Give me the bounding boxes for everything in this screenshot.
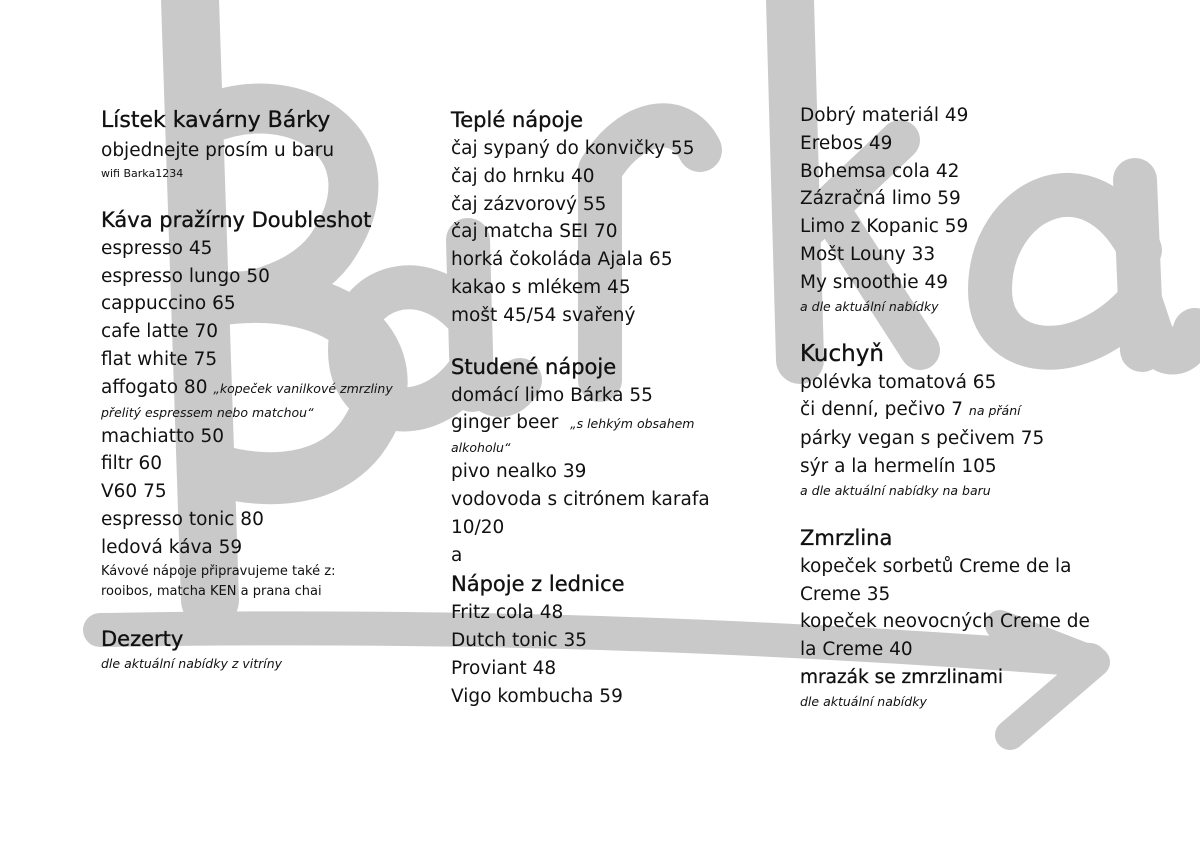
menu-item: 10/20 xyxy=(451,516,505,538)
menu-item: horká čokoláda Ajala 65 xyxy=(451,249,673,271)
ginger-beer-note: „s lehkým obsahem xyxy=(570,416,695,432)
alternative-drinks-note: rooibos, matcha KEN a prana chai xyxy=(101,583,322,599)
section-heading-kitchen: Kuchyň xyxy=(800,340,884,367)
menu-item-freezer: mrazák se zmrzlinami xyxy=(800,666,1004,688)
menu-item: kakao s mlékem 45 xyxy=(451,276,631,298)
menu-item: Erebos 49 xyxy=(800,132,893,154)
menu-item: párky vegan s pečivem 75 xyxy=(800,428,1045,450)
menu-item: Limo z Kopanic 59 xyxy=(800,216,969,238)
menu-item: Dobrý materiál 49 xyxy=(800,105,969,126)
menu-item: čaj do hrnku 40 xyxy=(451,165,595,187)
menu-item: flat white 75 xyxy=(101,348,218,370)
menu-column-coffee xyxy=(101,105,431,674)
section-heading-coffee: Káva pražírny Doubleshot xyxy=(101,207,372,232)
menu-item: čaj sypaný do konvičky 55 xyxy=(451,138,695,159)
daily-soup-note: na přání xyxy=(968,403,1021,419)
menu-item: espresso tonic 80 xyxy=(101,508,264,530)
section-heading-desserts: Dezerty xyxy=(101,626,184,651)
menu-item: la Creme 40 xyxy=(800,639,913,661)
menu-item: Zázračná limo 59 xyxy=(800,188,961,210)
menu-item: polévka tomatová 65 xyxy=(800,371,997,393)
ginger-beer-label: ginger beer xyxy=(451,412,559,434)
kitchen-note: a dle aktuální nabídky na baru xyxy=(800,482,991,498)
menu-item: Proviant 48 xyxy=(451,657,557,679)
menu-item: Bohemsa cola 42 xyxy=(800,160,960,182)
watermark-letter-k xyxy=(790,0,800,360)
menu-item: a xyxy=(451,544,463,566)
menu-item-daily-soup xyxy=(800,396,1130,425)
menu-item: čaj matcha SEI 70 xyxy=(451,221,618,243)
icecream-note: dle aktuální nabídky xyxy=(800,693,927,709)
menu-item: sýr a la hermelín 105 xyxy=(800,455,997,477)
alternative-drinks-note: Kávové nápoje připravujeme také z: xyxy=(101,563,336,579)
desserts-note: dle aktuální nabídky z vitríny xyxy=(101,655,283,671)
order-note: objednejte prosím u baru xyxy=(101,140,335,161)
menu-item: cafe latte 70 xyxy=(101,321,219,343)
menu-item: Vigo kombucha 59 xyxy=(451,685,623,707)
section-heading-icecream: Zmrzlina xyxy=(800,525,893,550)
menu-item-ginger-beer xyxy=(451,409,781,438)
daily-soup-label: či denní, pečivo 7 xyxy=(800,399,964,421)
menu-item: pivo nealko 39 xyxy=(451,461,587,483)
section-heading-hot-drinks: Teplé nápoje xyxy=(451,108,584,132)
drinks-note: a dle aktuální nabídky xyxy=(800,298,939,314)
menu-item: Fritz cola 48 xyxy=(451,602,564,624)
menu-item: kopeček neovocných Creme de xyxy=(800,611,1090,633)
menu-column-food xyxy=(800,102,1130,712)
menu-item: domácí limo Bárka 55 xyxy=(451,384,653,406)
menu-item: mošt 45/54 svařený xyxy=(451,304,636,326)
menu-item: ledová káva 59 xyxy=(101,536,243,558)
menu-column-drinks xyxy=(451,105,781,711)
wifi-info: wifi Barka1234 xyxy=(101,166,184,180)
menu-item: čaj zázvorový 55 xyxy=(451,193,607,215)
menu-item: espresso 45 xyxy=(101,237,213,259)
affogato-note-continued: přelitý espressem nebo matchou“ xyxy=(101,404,314,420)
section-heading-cold-drinks: Studené nápoje xyxy=(451,354,617,379)
menu-item: vodovoda s citrónem karafa xyxy=(451,488,710,510)
menu-item-affogato xyxy=(101,374,431,403)
menu-item: filtr 60 xyxy=(101,453,163,475)
ginger-beer-note-continued: alkoholu“ xyxy=(451,440,511,456)
menu-item: cappuccino 65 xyxy=(101,293,236,315)
menu-item: My smoothie 49 xyxy=(800,271,949,293)
menu-item: Mošt Louny 33 xyxy=(800,243,936,265)
menu-item: V60 75 xyxy=(101,481,167,503)
section-heading-fridge-drinks: Nápoje z lednice xyxy=(451,572,625,597)
affogato-note: „kopeček vanilkové zmrzliny xyxy=(213,380,393,396)
affogato-label: affogato 80 xyxy=(101,376,208,398)
menu-item: Creme 35 xyxy=(800,583,891,605)
menu-title: Lístek kavárny Bárky xyxy=(101,108,331,133)
menu-item: Dutch tonic 35 xyxy=(451,630,588,652)
menu-item: machiatto 50 xyxy=(101,425,224,447)
menu-item: espresso lungo 50 xyxy=(101,265,270,287)
menu-item: kopeček sorbetů Creme de la xyxy=(800,555,1072,577)
